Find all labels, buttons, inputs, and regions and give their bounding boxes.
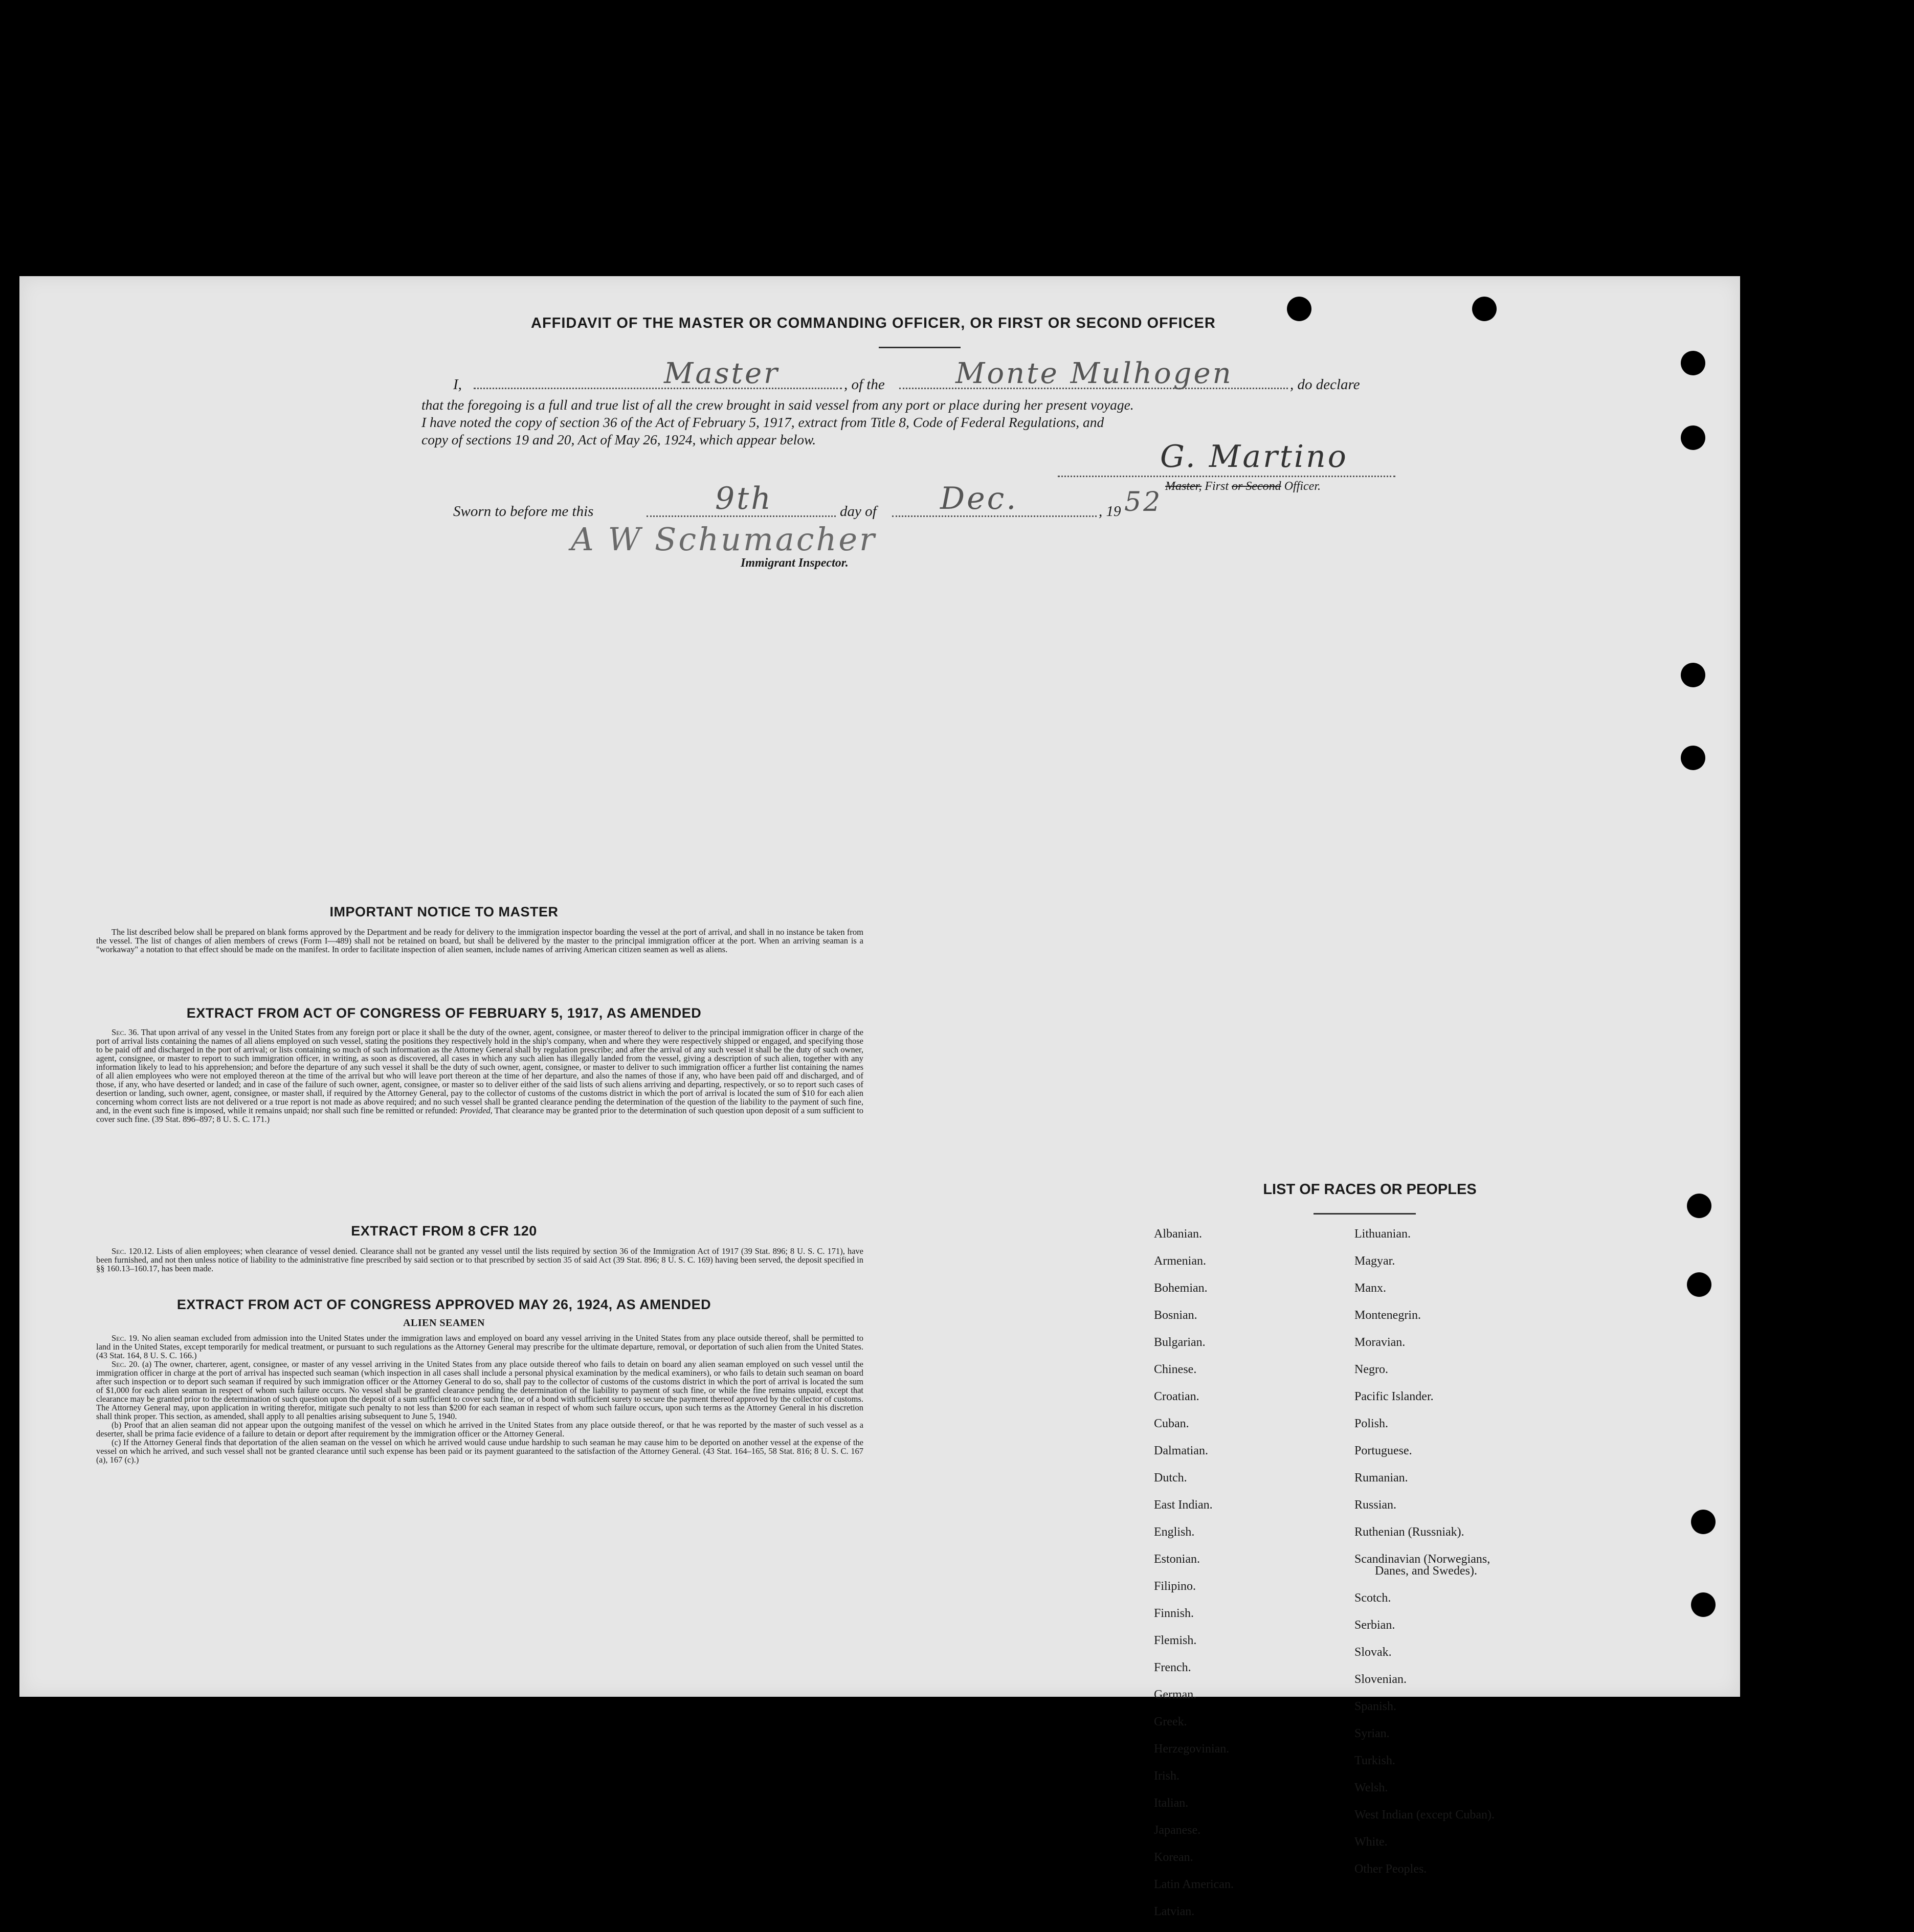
race-item: Scandinavian (Norwegians, [1354,1553,1490,1566]
inspector-label: Immigrant Inspector. [741,556,849,570]
extract-1917-body: Sec. 36. That upon arrival of any vessel in the United States from any foreign port or place it shall be the duty of the owner, agent, consignee, or master thereof to deliver to the principal immigration officer in charge of the port of arrival lists containing the names of all aliens employed on such vessel, stating the positions they respectively hold in the ship's company, when and where they were respectively shipped or engaged, and specifying those to be paid off and discharged in the port of arrival; or lists containing so much of such information as the Attorney General shall by regulation prescribe; and after the arrival of any such vessel it shall be the duty of such owner, agent, consignee, or master to report to such immigration officer, in writing, as soon as discovered, all cases in which any such alien has illegally landed from the vessel, giving a description of such alien, together with any information likely to lead to his apprehension; and before the departure of any such vessel it shall be the duty of such owner, agent, consignee, or master to deliver to such immigration officer a further list containing the names of all alien employees who were not employed thereon at the time of the arrival but who will leave port thereon at the time of her departure, and also the names of those if any, who have been paid off and discharged, and of those, if any, who have deserted or landed; and in case of the failure of such owner, agent, consignee, or master so to deliver either of the said lists of such aliens arriving and departing, respectively, or so to report such cases of desertion or landing, such owner, agent, consignee, or master shall, if required by the Attorney General, pay to the collector of customs of the customs district in which the port of arrival is located the sum of $10 for each alien concerning whom correct lists are not delivered or a true report is not made as above required; and no such vessel shall be granted clearance pending the determination of the question of the liability to the payment of such fine, and, in the event such fine is imposed, while it remains unpaid; nor shall such fine be remitted or refunded: Provided, That clearance may be granted prior to the determination of such question upon deposit of a sum sufficient to cover such fine. (39 Stat. 896–897; 8 U. S. C. 171.) [96,1027,864,1124]
race-item: Dalmatian. [1154,1444,1208,1457]
handwritten-signature: G. Martino [1160,439,1348,475]
punch-hole [1681,746,1705,770]
extract-cfr-body: Sec. 120.12. Lists of alien employees; when clearance of vessel denied. Clearance shall not be granted any vessel until the lists required by section 36 of the Immigration Act of 1917 (39 Stat. 896; 8 U. S. C. 171), have been furnished, and not then unless notice of liability to the administrative fine prescribed by said section or to that prescribed by section 35 of said Act (39 Stat. 896; 8 U. S. C. 169) having been served, the deposit specified in §§ 160.13–160.17, has been made. [96,1246,864,1273]
race-item: Negro. [1354,1363,1388,1376]
declaration-prefix: I, [453,376,462,393]
extract-1924-subtitle: ALIEN SEAMEN [403,1317,485,1329]
punch-hole [1681,351,1705,375]
race-item: English. [1154,1525,1195,1539]
races-title: LIST OF RACES OR PEOPLES [1263,1181,1477,1198]
race-item: Spanish. [1354,1700,1397,1713]
handwritten-inspector: A W Schumacher [571,521,877,558]
declaration-line-4: copy of sections 19 and 20, Act of May 26, 1924, which appear below. [421,432,816,447]
name-blank [474,388,842,389]
race-item: Welsh. [1354,1781,1388,1794]
race-item: Croatian. [1154,1390,1199,1403]
race-item: Flemish. [1154,1634,1197,1647]
race-item: Chinese. [1154,1363,1197,1376]
handwritten-day: 9th [715,481,773,516]
race-item: Manx. [1354,1282,1386,1295]
races-rule [1314,1213,1416,1215]
race-item: Syrian. [1354,1727,1390,1740]
race-item: Albanian. [1154,1227,1202,1241]
handwritten-vessel: Monte Mulhogen [955,357,1233,390]
race-item: Japanese. [1154,1824,1201,1837]
race-item: Danes, and Swedes). [1375,1564,1477,1578]
extract-1924-body: Sec. 19. No alien seaman excluded from admission into the United States under the immigration laws and employed on board any vessel arriving in the United States from any place outside thereof, shall be permitted to land in the United States, except temporarily for medical treatment, or pursuant to such regulations as the Attorney General may prescribe for the ultimate departure, removal, or deportation of such alien from the United States. (43 Stat. 164, 8 U. S. C. 166.) Sec. 20. (a) The owner, charterer, agent, consignee, or master of any vessel arriving in the United States from any place outside thereof who fails to detain on board any alien seaman employed on such vessel until the immigration officer in charge at the port of arrival has inspected such seaman (which inspection in all cases shall include a personal physical examination by the medical examiners), or who fails to detain such seaman on board after such inspection or to deport such seaman if required by such immigration officer or the Attorney General to do so, shall pay to the collector of customs of the customs district in which the port of arrival is located the sum of $1,000 for each alien seaman in respect of whom such failure occurs. No vessel shall be granted clearance pending the determination of the liability to payment of such fine, or while the fine remains unpaid, except that clearance may be granted prior to the determination of such question upon the deposit of a sum sufficient to cover such fine, or of a bond with sufficient surety to secure the payment thereof approved by the collector of customs. The Attorney General may, upon application in writing therefor, mitigate such penalty to not less than $200 for each seaman in respect of whom such failure occurs, upon such terms as the Attorney General in his discretion shall think proper. This section, as amended, shall apply to all penalties arising subsequent to June 5, 1940. (b) Proof that an alien seaman did not appear upon the outgoing manifest of the vessel on which he arrived in the United States from any place outside thereof, or that he was reported by the master of such vessel as a deserter, shall be prima facie evidence of a failure to detain or deport after requirement by the immigration officer or the Attorney General. (c) If the Attorney General finds that deportation of the alien seaman on the vessel on which he arrived would cause undue hardship to such seaman he may cause him to be deported on another vessel at the expense of the vessel on which he arrived, and such vessel shall not be granted clearance until such expense has been paid or its payment guaranteed to the satisfaction of the Attorney General. (43 Stat. 164–165, 58 Stat. 816; 8 U. S. C. 167 (a), 167 (c).) [96,1333,864,1465]
sworn-day-label: day of [840,503,877,520]
race-item: German. [1154,1688,1197,1701]
declaration-suffix: , do declare [1290,376,1360,393]
race-item: Bohemian. [1154,1282,1208,1295]
document-page [19,276,1740,1918]
race-item: Lithuanian. [1354,1227,1411,1241]
extract-1917-title: EXTRACT FROM ACT OF CONGRESS OF FEBRUARY 5, 1917, AS AMENDED [186,1005,702,1021]
race-item: Montenegrin. [1354,1309,1421,1322]
punch-hole [1691,1592,1716,1617]
race-item: Dutch. [1154,1471,1187,1485]
punch-hole [1472,297,1497,321]
race-item: East Indian. [1154,1498,1213,1512]
race-item: Russian. [1354,1498,1397,1512]
declaration-line-3: I have noted the copy of section 36 of the Act of February 5, 1917, extract from Title 8, Code of Federal Regulations, and [421,414,1104,430]
declaration-mid: , of the [844,376,885,393]
officer-label: Master, First or Second Officer. [1165,480,1321,493]
race-item: Slovak. [1354,1646,1392,1659]
notice-title: IMPORTANT NOTICE TO MASTER [329,904,559,919]
race-item: French. [1154,1661,1191,1674]
race-item: Filipino. [1154,1580,1196,1593]
handwritten-master: Master [664,357,780,390]
handwritten-year: 52 [1124,487,1163,518]
races-left-column [1154,1227,1234,1932]
race-item: Bulgarian. [1154,1336,1206,1349]
race-item: Herzegovinian. [1154,1742,1230,1756]
race-item: Latvian. [1154,1905,1195,1918]
race-item: Italian. [1154,1796,1189,1810]
race-item: Polish. [1354,1417,1389,1430]
signature-line [1058,476,1395,477]
notice-body: The list described below shall be prepared on blank forms approved by the Department and be ready for delivery to the immigration inspector boarding the vessel at the port of arrival, and shall in no instance be taken from the vessel. The list of changes of alien members of crews (Form I—489) shall not be retained on board, but shall be delivered by the master to the principal immigration officer at the port. When an arriving seaman is a "workaway" a notation to that effect should be made on the manifest. In order to facilitate inspection of alien seamen, include names of arriving American citizen seamen as well as aliens. [96,927,863,954]
race-item: Magyar. [1354,1254,1395,1268]
race-item: Pacific Islander. [1354,1390,1434,1403]
race-item: Moravian. [1354,1336,1406,1349]
title-rule [879,347,961,348]
sworn-year-prefix: , 19 [1099,503,1121,520]
race-item: Irish. [1154,1769,1179,1783]
race-item: Portuguese. [1354,1444,1412,1457]
race-item: Serbian. [1354,1619,1395,1632]
race-item: Other Peoples. [1354,1862,1427,1876]
punch-hole [1681,663,1705,687]
race-item: Bosnian. [1154,1309,1197,1322]
punch-hole [1687,1194,1711,1218]
race-item: Turkish. [1354,1754,1395,1767]
handwritten-month: Dec. [940,481,1018,516]
race-item: Ruthenian (Russniak). [1354,1525,1464,1539]
punch-hole [1687,1272,1711,1297]
race-item: Korean. [1154,1851,1193,1864]
race-item: Latin American. [1154,1878,1234,1891]
race-item: West Indian (except Cuban). [1354,1808,1495,1822]
race-item: White. [1354,1835,1388,1849]
declaration-line-2: that the foregoing is a full and true list of all the crew brought in said vessel from any port or place during her present voyage. [421,397,1134,413]
punch-hole [1681,425,1705,450]
sworn-prefix: Sworn to before me this [453,503,594,520]
extract-1924-title: EXTRACT FROM ACT OF CONGRESS APPROVED MAY 26, 1924, AS AMENDED [176,1297,711,1312]
race-item: Rumanian. [1354,1471,1408,1485]
race-item: Armenian. [1154,1254,1206,1268]
races-right-column [1354,1227,1495,1890]
extract-cfr-title: EXTRACT FROM 8 CFR 120 [351,1223,537,1239]
race-item: Scotch. [1354,1591,1391,1605]
race-item: Finnish. [1154,1607,1194,1620]
race-item: Estonian. [1154,1553,1200,1566]
race-item: Cuban. [1154,1417,1189,1430]
race-item: Slovenian. [1354,1673,1407,1686]
affidavit-title: AFFIDAVIT OF THE MASTER OR COMMANDING OFFICER, OR FIRST OR SECOND OFFICER [531,315,1216,331]
punch-hole [1691,1510,1716,1534]
race-item: Greek. [1154,1715,1187,1728]
